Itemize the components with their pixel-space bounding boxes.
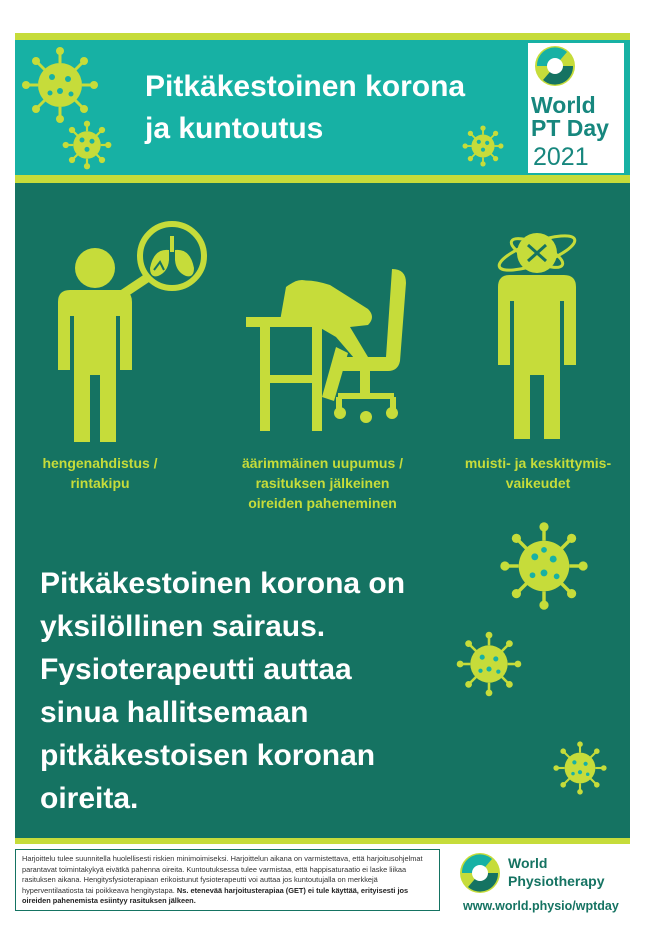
header-top-stripe xyxy=(15,33,630,40)
concentration-difficulty-figure-icon xyxy=(490,215,585,445)
main-statement xyxy=(40,562,470,820)
statement-line: sinua hallitsemaan xyxy=(40,696,309,729)
header-bottom-stripe xyxy=(15,175,630,183)
caption-line: äärimmäinen uupumus / xyxy=(241,455,404,471)
world-pt-day-emblem-icon xyxy=(533,44,577,88)
symptom-caption-breathlessness xyxy=(20,453,180,493)
disclaimer-box xyxy=(15,849,440,911)
caption-line: muisti- ja keskittymis- xyxy=(464,455,612,471)
statement-line: Fysioterapeutti auttaa xyxy=(40,653,352,686)
main-bottom-stripe xyxy=(15,838,630,844)
logo-line: World xyxy=(531,92,596,118)
caption-line: rintakipu xyxy=(70,475,130,491)
logo-line: World xyxy=(508,855,548,871)
logo-line: PT Day xyxy=(531,115,609,141)
virus-icon xyxy=(62,120,112,170)
statement-line: pitkäkestoisen koronan xyxy=(40,739,376,772)
title-line: Pitkäkestoinen korona xyxy=(145,70,466,103)
virus-icon xyxy=(20,45,100,125)
shortness-of-breath-figure-icon xyxy=(50,210,230,450)
logo-line: Physiotherapy xyxy=(508,873,605,889)
disclaimer-bold-text: Ns. etenevää harjoitusterapiaa (GET) ei tule käyttää, erityisesti jos oireiden pahenemista esiintyy rasituksen jälkeen. xyxy=(22,885,409,905)
world-pt-day-wordmark xyxy=(531,94,609,140)
caption-line: rasituksen jälkeinen xyxy=(255,475,390,491)
virus-icon xyxy=(552,740,608,796)
caption-line: vaikeudet xyxy=(505,475,571,491)
exhausted-person-at-desk-icon xyxy=(240,265,415,435)
world-physiotherapy-emblem-icon xyxy=(458,851,502,895)
page-title xyxy=(145,66,525,150)
statement-line: yksilöllinen sairaus. xyxy=(40,610,326,643)
caption-line: hengenahdistus / xyxy=(42,455,158,471)
virus-icon xyxy=(498,520,590,612)
caption-line: oireiden paheneminen xyxy=(248,495,397,511)
virus-icon xyxy=(455,630,523,698)
statement-line: oireita. xyxy=(40,782,139,815)
world-physiotherapy-wordmark xyxy=(508,854,604,890)
symptom-caption-memory xyxy=(448,453,628,493)
statement-line: Pitkäkestoinen korona on xyxy=(40,567,406,600)
logo-year: 2021 xyxy=(533,143,589,171)
title-line: ja kuntoutus xyxy=(145,112,324,145)
website-url[interactable]: www.world.physio/wptday xyxy=(463,899,619,913)
disclaimer-text: Harjoittelu tulee suunnitella huolellisesti riskien minimoimiseksi. Harjoittelun aikana on varmistettava, että harjoitusohjelmat parantavat toimintakykyä eivätkä pahenna oireita. Kuntoutuksessa tulee varmistaa, että happisaturaatio ei laske liikaa rasituksen aikana. Hengitysfysioterapiaan erikoistunut fysioterapeutti voi auttaa jos kuntoutujalla on merkkejä hyperventilaatiosta tai poikkeava hengitystapa. xyxy=(22,854,423,895)
symptom-caption-fatigue xyxy=(215,453,430,513)
